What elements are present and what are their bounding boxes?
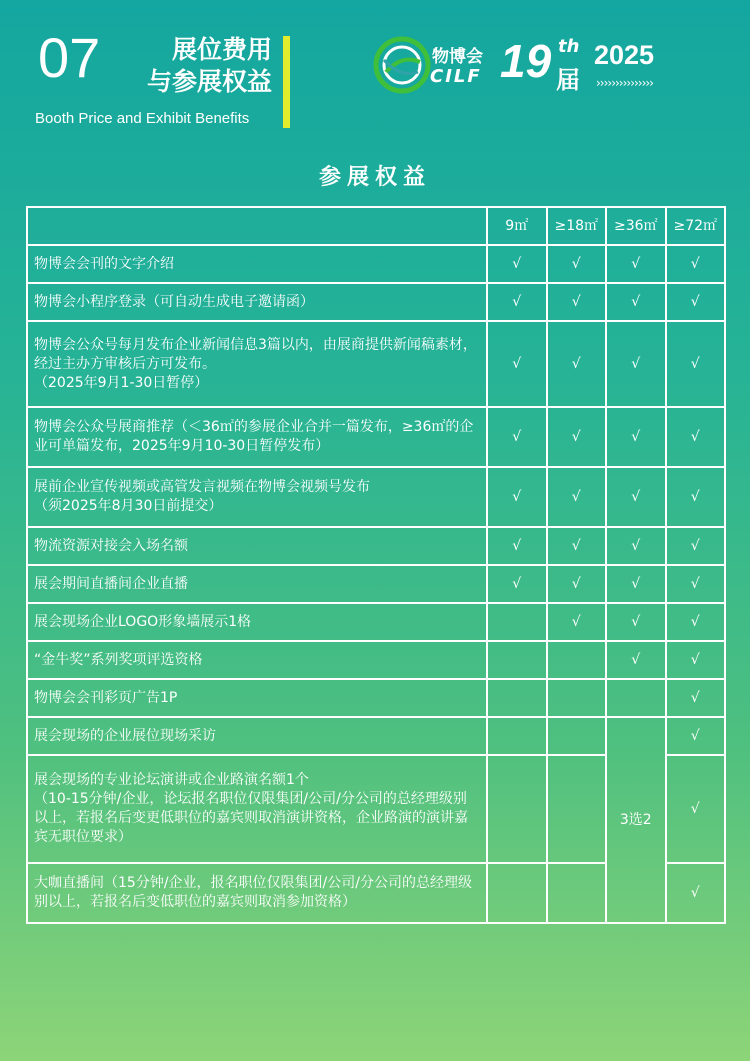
benefit-item: 物博会会刊的文字介绍 bbox=[27, 245, 487, 283]
benefit-item: 展前企业宣传视频或高管发言视频在物博会视频号发布 （须2025年8月30日前提交） bbox=[27, 467, 487, 527]
column-header-36sqm: ≥36㎡ bbox=[606, 207, 666, 245]
check-mark: √ bbox=[666, 321, 726, 407]
empty-cell bbox=[487, 755, 547, 863]
check-mark: √ bbox=[666, 245, 726, 283]
accent-bar bbox=[283, 36, 290, 128]
logo-edition-unit: 届 bbox=[556, 66, 580, 94]
check-mark: √ bbox=[606, 283, 666, 321]
empty-cell bbox=[487, 863, 547, 923]
check-mark: √ bbox=[547, 603, 607, 641]
check-mark: √ bbox=[606, 603, 666, 641]
table-row bbox=[27, 603, 725, 641]
benefit-item: 物博会小程序登录（可自动生成电子邀请函） bbox=[27, 283, 487, 321]
benefit-item: 大咖直播间（15分钟/企业，报名职位仅限集团/公司/分公司的总经理级别以上，若报名后变低职位的嘉宾则取消参加资格） bbox=[27, 863, 487, 923]
logo-edition: 19 bbox=[500, 35, 552, 87]
empty-cell bbox=[547, 755, 607, 863]
empty-cell bbox=[487, 717, 547, 755]
empty-cell bbox=[487, 641, 547, 679]
empty-cell bbox=[487, 679, 547, 717]
check-mark: √ bbox=[666, 603, 726, 641]
benefit-item: 展会期间直播间企业直播 bbox=[27, 565, 487, 603]
check-mark: √ bbox=[547, 565, 607, 603]
benefit-item: 物博会会刊彩页广告1P bbox=[27, 679, 487, 717]
check-mark: √ bbox=[547, 467, 607, 527]
page-header bbox=[0, 0, 750, 140]
benefit-item: “金牛奖”系列奖项评选资格 bbox=[27, 641, 487, 679]
check-mark: √ bbox=[487, 565, 547, 603]
table-row bbox=[27, 679, 725, 717]
check-mark: √ bbox=[666, 679, 726, 717]
globe-ring-icon bbox=[372, 32, 432, 98]
check-mark: √ bbox=[666, 527, 726, 565]
benefit-item: 展会现场的企业展位现场采访 bbox=[27, 717, 487, 755]
check-mark: √ bbox=[666, 407, 726, 467]
section-title-line2: 与参展权益 bbox=[146, 67, 272, 96]
check-mark: √ bbox=[606, 565, 666, 603]
merged-choice-note: 3选2 bbox=[606, 717, 666, 923]
benefit-item: 展会现场企业LOGO形象墙展示1格 bbox=[27, 603, 487, 641]
empty-cell bbox=[547, 641, 607, 679]
cilf-logo bbox=[372, 30, 712, 100]
benefit-item: 物博会公众号展商推荐（＜36㎡的参展企业合并一篇发布，≥36㎡的企业可单篇发布，2025年9月10-30日暂停发布） bbox=[27, 407, 487, 467]
column-header-18sqm: ≥18㎡ bbox=[547, 207, 607, 245]
logo-edition-suffix: th bbox=[558, 36, 580, 57]
check-mark: √ bbox=[547, 321, 607, 407]
section-title-line1: 展位费用 bbox=[171, 35, 272, 64]
check-mark: √ bbox=[487, 283, 547, 321]
table-title: 参展权益 bbox=[318, 165, 431, 190]
check-mark: √ bbox=[666, 467, 726, 527]
check-mark: √ bbox=[606, 407, 666, 467]
check-mark: √ bbox=[606, 245, 666, 283]
check-mark: √ bbox=[487, 527, 547, 565]
empty-cell bbox=[547, 679, 607, 717]
check-mark: √ bbox=[547, 527, 607, 565]
check-mark: √ bbox=[666, 283, 726, 321]
check-mark: √ bbox=[606, 321, 666, 407]
benefits-table bbox=[26, 206, 726, 924]
check-mark: √ bbox=[487, 321, 547, 407]
check-mark: √ bbox=[547, 283, 607, 321]
empty-cell bbox=[547, 717, 607, 755]
table-row bbox=[27, 245, 725, 283]
table-row bbox=[27, 717, 725, 755]
table-body bbox=[27, 245, 725, 923]
check-mark: √ bbox=[666, 641, 726, 679]
table-row bbox=[27, 407, 725, 467]
check-mark: √ bbox=[606, 641, 666, 679]
check-mark: √ bbox=[547, 245, 607, 283]
table-row bbox=[27, 283, 725, 321]
table-row bbox=[27, 527, 725, 565]
check-mark: √ bbox=[547, 407, 607, 467]
logo-name-cn: 物博会 bbox=[432, 47, 483, 67]
benefit-item: 物博会公众号每月发布企业新闻信息3篇以内，由展商提供新闻稿素材，经过主办方审核后方可发布。 （2025年9月1-30日暂停） bbox=[27, 321, 487, 407]
check-mark: √ bbox=[487, 407, 547, 467]
check-mark: √ bbox=[487, 467, 547, 527]
check-mark: √ bbox=[666, 717, 726, 755]
table-header-row bbox=[27, 207, 725, 245]
check-mark: √ bbox=[666, 755, 726, 863]
check-mark: √ bbox=[606, 467, 666, 527]
logo-year: 2025 bbox=[594, 40, 655, 70]
table-row bbox=[27, 565, 725, 603]
section-number: 07 bbox=[38, 26, 101, 89]
section-subtitle: Booth Price and Exhibit Benefits bbox=[35, 110, 250, 127]
check-mark: √ bbox=[487, 245, 547, 283]
check-mark: √ bbox=[666, 863, 726, 923]
table-row bbox=[27, 641, 725, 679]
benefit-item: 物流资源对接会入场名额 bbox=[27, 527, 487, 565]
logo-arrows-decoration: ››››››››››››››› bbox=[596, 76, 653, 90]
column-header-item bbox=[27, 207, 487, 245]
column-header-72sqm: ≥72㎡ bbox=[666, 207, 726, 245]
column-header-9sqm: 9㎡ bbox=[487, 207, 547, 245]
table-row bbox=[27, 321, 725, 407]
empty-cell bbox=[547, 863, 607, 923]
benefit-item: 展会现场的专业论坛演讲或企业路演名额1个 （10-15分钟/企业，论坛报名职位仅限集团/公司/分公司的总经理级别以上，若报名后变更低职位的嘉宾则取消演讲资格，企业路演的演讲嘉宾无职位要求） bbox=[27, 755, 487, 863]
check-mark: √ bbox=[606, 527, 666, 565]
empty-cell bbox=[487, 603, 547, 641]
table-row bbox=[27, 467, 725, 527]
check-mark: √ bbox=[666, 565, 726, 603]
empty-cell bbox=[606, 679, 666, 717]
section-title bbox=[112, 34, 272, 98]
logo-name-en: CILF bbox=[430, 66, 482, 87]
